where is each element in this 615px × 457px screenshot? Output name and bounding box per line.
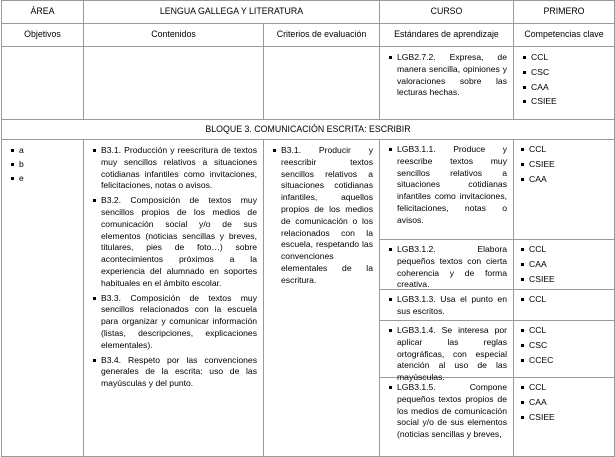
competencia-item: CCL: [520, 52, 608, 64]
contenido-item: B3.3. Composición de textos muy sencillos relacionados con la escuela para organizar y comunicar información (listas, descripciones, explicaciones elementales).: [90, 293, 257, 352]
competencia-item: CSIEE: [518, 412, 610, 424]
course-value: PRIMERO: [514, 1, 615, 24]
bloque-title: BLOQUE 3. COMUNICACIÓN ESCRITA: ESCRIBIR: [2, 120, 615, 140]
objetivo-item: a: [8, 145, 77, 157]
bloque-row: [2, 120, 615, 140]
competencia-item: CAA: [520, 82, 608, 94]
competencia-item: CAA: [518, 259, 610, 271]
previous-block-row: [2, 47, 615, 120]
standard-item: LGB2.7.2. Expresa, de manera sencilla, opiniones y valoraciones sobre las lecturas hechas.: [386, 52, 507, 99]
competencias-block: [514, 140, 614, 240]
competencia-item: CSIEE: [518, 159, 610, 171]
standard-item: LGB3.1.2. Elabora pequeños textos con cierta coherencia y de forma creativa.: [386, 244, 507, 291]
estandares-stack: [380, 140, 513, 456]
standard-item: LGB3.1.1. Produce y reescribe textos muy sencillos relativos a situaciones cotidianas infantiles como invitaciones, felicitaciones, notas o avisos.: [386, 144, 507, 227]
col-estandares: Estándares de aprendizaje: [380, 24, 514, 47]
competencia-item: CCL: [518, 382, 610, 394]
objetivo-item: e: [8, 173, 77, 185]
competencia-item: CSC: [518, 340, 610, 352]
objetivo-item: b: [8, 159, 77, 171]
criterios-list: [270, 145, 373, 287]
competencia-item: CCL: [518, 144, 610, 156]
competencia-item: CCL: [518, 244, 610, 256]
competencia-item: CCL: [518, 325, 610, 337]
standard-block: [380, 140, 513, 240]
area-label: ÁREA: [2, 1, 84, 24]
contenido-item: B3.2. Composición de textos muy sencillos propios de los medios de comunicación social y/o de sus elementos (noticias sencillas y breves, titulares, pies de foto…) sobre acontecimientos próximos a la experiencia del alumnado en soportes habituales en el ámbito escolar.: [90, 195, 257, 289]
contenido-item: B3.4. Respeto por las convenciones generales de la escrita: uso de las mayúsculas y del punto.: [90, 355, 257, 390]
standard-item: LGB3.1.3. Usa el punto en sus escritos.: [386, 294, 507, 318]
competencia-item: CCL: [518, 294, 610, 306]
standard-block: [380, 321, 513, 383]
competencia-item: CCEC: [518, 355, 610, 367]
column-header-row: [2, 24, 615, 47]
contenido-item: B3.1. Producción y reescritura de textos muy sencillos relativos a situaciones cotidianas infantiles como invitaciones, felicitaciones, notas o avisos.: [90, 145, 257, 192]
objetivos-list: [8, 145, 77, 184]
bloque-content-row: [2, 140, 615, 457]
competencias-block: [514, 240, 614, 290]
header-row: [2, 1, 615, 24]
subject-title: LENGUA GALLEGA Y LITERATURA: [84, 1, 380, 24]
competencia-item: CSIEE: [520, 96, 608, 108]
competencias-block: [514, 378, 614, 456]
curriculum-table: [1, 0, 615, 457]
col-criterios: Criterios de evaluación: [264, 24, 380, 47]
standard-item: LGB3.1.4. Se interesa por aplicar las reglas ortográficas, con especial atención al uso de las mayúsculas.: [386, 325, 507, 384]
competencias-block: [514, 290, 614, 321]
competencias-stack: [514, 140, 614, 456]
col-contenidos: Contenidos: [84, 24, 264, 47]
competencia-item: CSC: [520, 67, 608, 79]
standard-block: [380, 290, 513, 321]
col-objetivos: Objetivos: [2, 24, 84, 47]
standard-item: LGB3.1.5. Compone pequeños textos propios de los medios de comunicación social y/o de sus elementos (noticias sencillas y breves,: [386, 382, 507, 441]
competencias-block: [514, 321, 614, 378]
standard-block: [380, 240, 513, 290]
competencia-item: CSIEE: [518, 274, 610, 286]
col-competencias: Competencias clave: [514, 24, 615, 47]
competencias-list: [520, 52, 608, 108]
competencia-item: CAA: [518, 174, 610, 186]
standard-block: [380, 378, 513, 456]
course-label: CURSO: [380, 1, 514, 24]
criterio-item: B3.1. Producir y reescribir textos sencillos relativos a situaciones cotidianas infantiles, aquellos propios de los medios de comunicación o los relacionados con la escuela, respetando las convenciones elementales de la escritura.: [270, 145, 373, 287]
competencia-item: CAA: [518, 397, 610, 409]
contenidos-list: [90, 145, 257, 390]
